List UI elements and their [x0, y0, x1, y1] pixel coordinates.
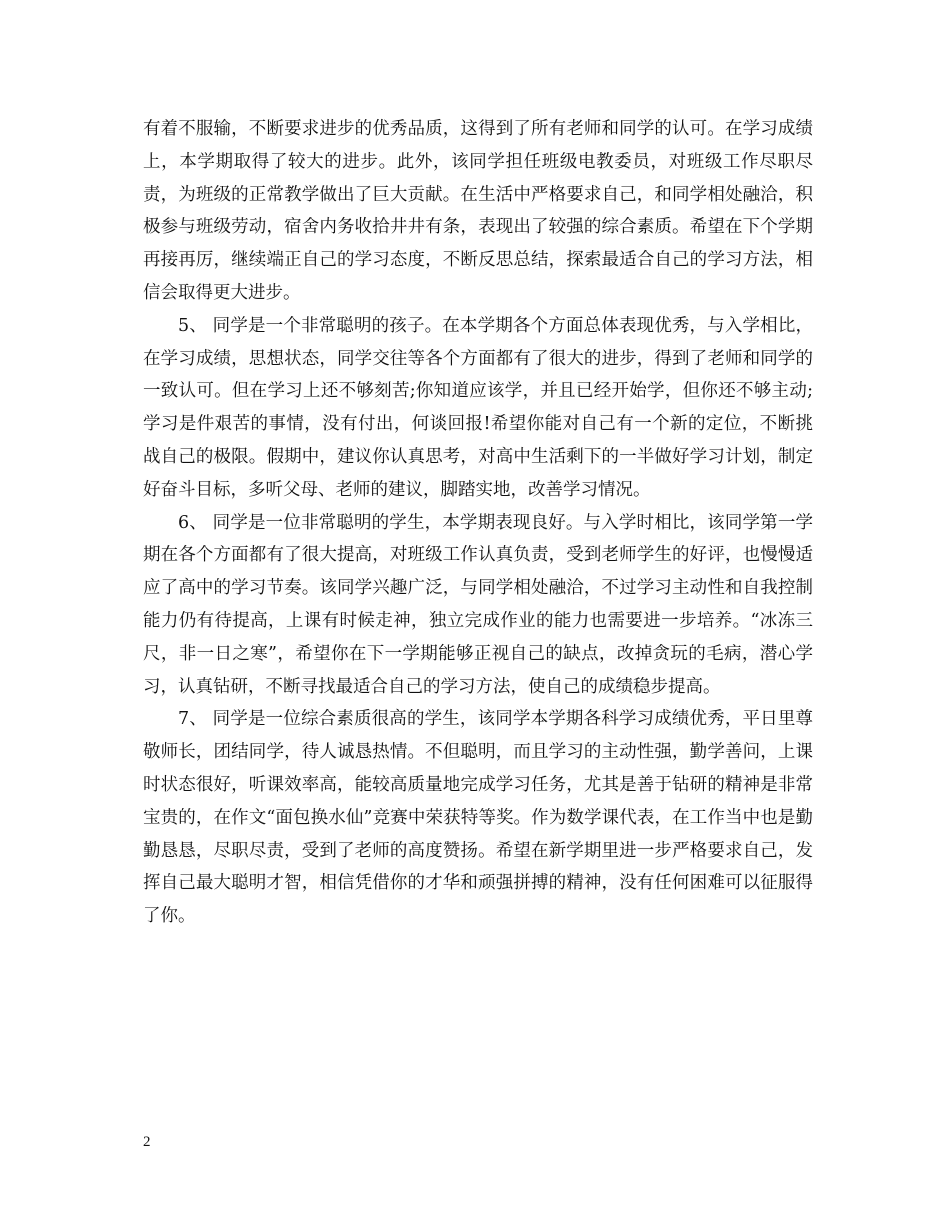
page-number: 2: [143, 1134, 151, 1150]
paragraph-item-7: 7、 同学是一位综合素质很高的学生，该同学本学期各科学习成绩优秀，平日里尊敬师长，团结同学，待人诚恳热情。不但聪明，而且学习的主动性强，勤学善问，上课时状态很好，听课效率高，能较高质量地完成学习任务，尤其是善于钻研的精神是非常宝贵的，在作文“面包换水仙”竞赛中荣获特等奖。作为数学课代表，在工作当中也是勤勤恳恳，尽职尽责，受到了老师的高度赞扬。希望在新学期里进一步严格要求自己，发挥自己最大聪明才智，相信凭借你的才华和顽强拼搏的精神，没有任何困难可以征服得了你。: [143, 709, 813, 927]
paragraph-item-6: 6、 同学是一位非常聪明的学生，本学期表现良好。与入学时相比，该同学第一学期在各个方面都有了很大提高，对班级工作认真负责，受到老师学生的好评，也慢慢适应了高中的学习节奏。该同学兴趣广泛，与同学相处融洽，不过学习主动性和自我控制能力仍有待提高，上课有时候走神，独立完成作业的能力也需要进一步培养。“冰冻三尺，非一日之寒”，希望你在下一学期能够正视自己的缺点，改掉贪玩的毛病，潜心学习，认真钻研，不断寻找最适合自己的学习方法，使自己的成绩稳步提高。: [143, 512, 813, 697]
paragraph-continued: 有着不服输，不断要求进步的优秀品质，这得到了所有老师和同学的认可。在学习成绩上，本学期取得了较大的进步。此外，该同学担任班级电教委员，对班级工作尽职尽责，为班级的正常教学做出了巨大贡献。在生活中严格要求自己，和同学相处融洽，积极参与班级劳动，宿舍内务收拾井井有条，表现出了较强的综合素质。希望在下个学期再接再厉，继续端正自己的学习态度，不断反思总结，探索最适合自己的学习方法，相信会取得更大进步。: [143, 119, 813, 303]
paragraph-item-5: 5、 同学是一个非常聪明的孩子。在本学期各个方面总体表现优秀，与入学相比，在学习成绩，思想状态，同学交往等各个方面都有了很大的进步，得到了老师和同学的一致认可。但在学习上还不够刻苦;你知道应该学，并且已经开始学，但你还不够主动;学习是件艰苦的事情，没有付出，何谈回报!希望你能对自己有一个新的定位，不断挑战自己的极限。假期中，建议你认真思考，对高中生活剩下的一半做好学习计划，制定好奋斗目标，多听父母、老师的建议，脚踏实地，改善学习情况。: [143, 315, 813, 500]
document-body: [143, 113, 813, 933]
